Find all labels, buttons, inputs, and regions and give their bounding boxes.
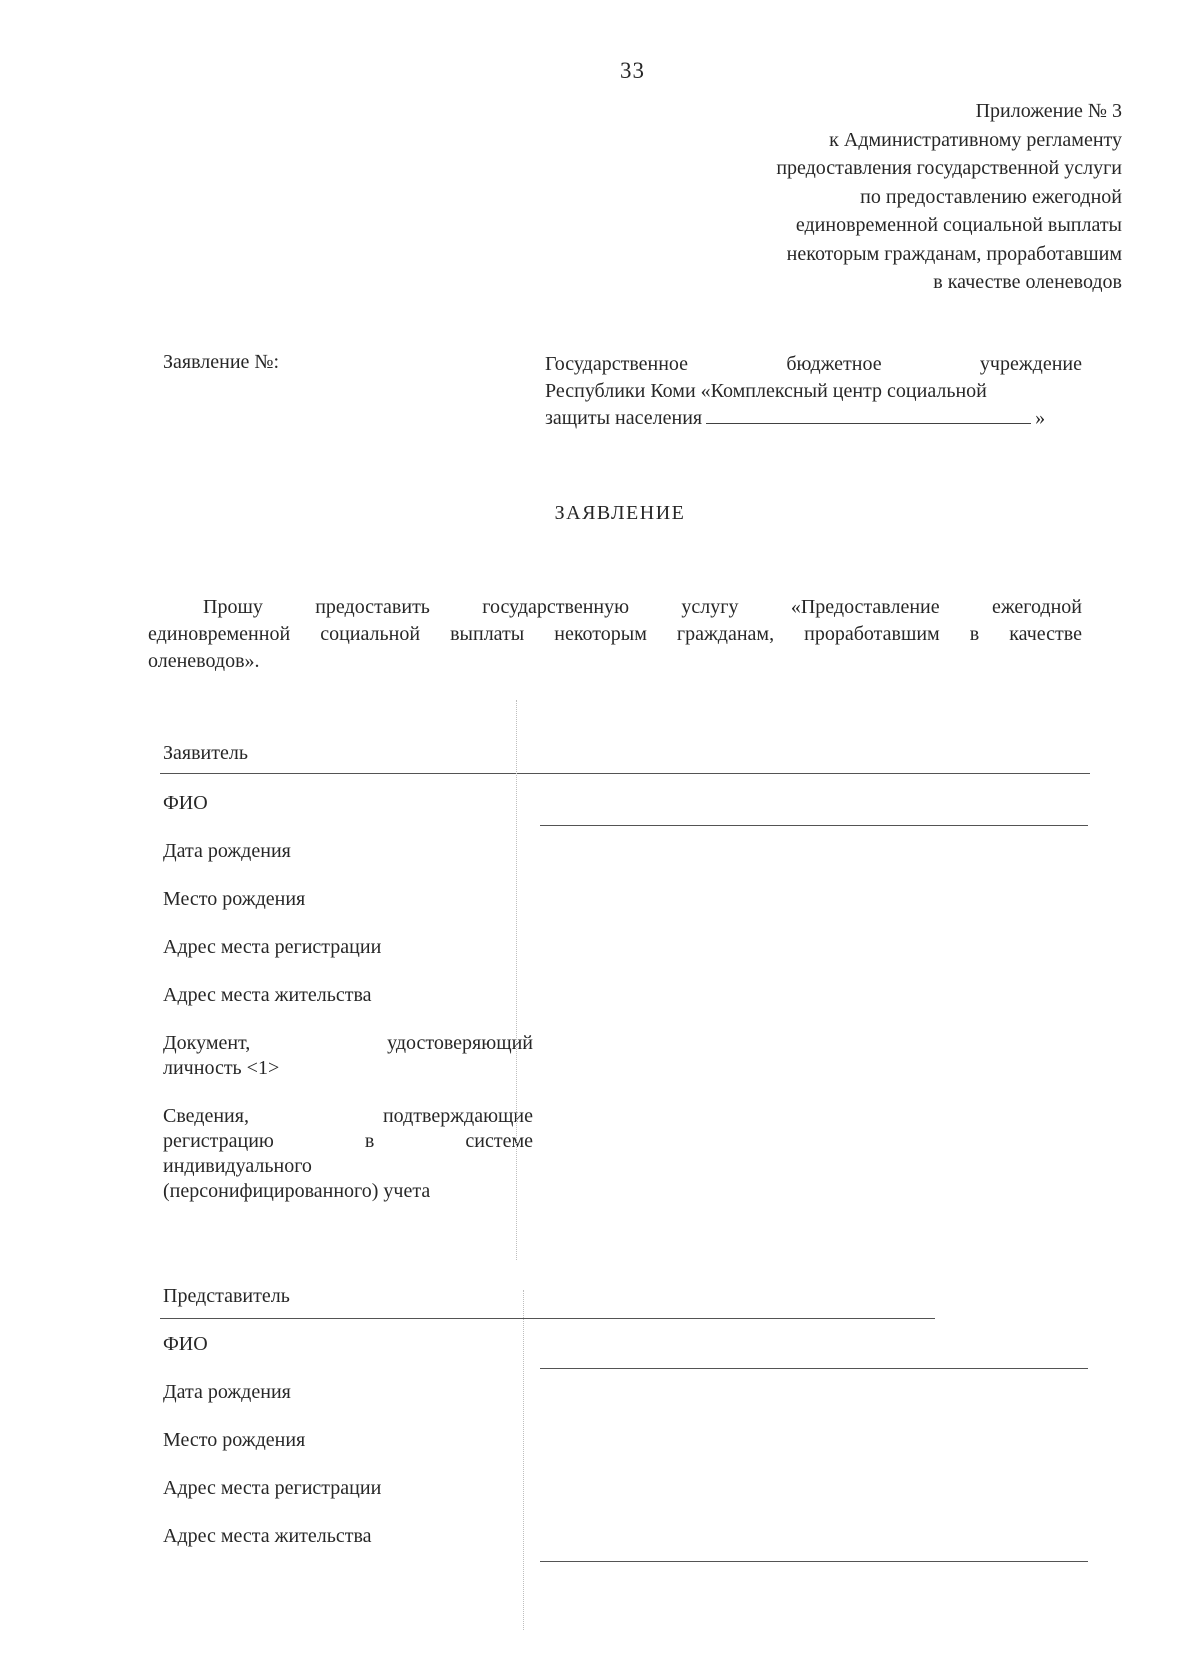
addressee-line-suffix: »: [1035, 407, 1046, 429]
representative-registration-address-label: Адрес места регистрации: [163, 1477, 382, 1499]
document-title: ЗАЯВЛЕНИЕ: [554, 502, 686, 524]
request-line: Прошу предоставить государственную услугу «Предоставление ежегодной: [203, 596, 1082, 618]
appendix-line: некоторым гражданам, проработавшим: [786, 242, 1122, 265]
request-line: оленеводов».: [148, 650, 260, 672]
appendix-header: [562, 97, 1122, 297]
addressee-block: [545, 351, 1082, 432]
label-line: индивидуального: [163, 1155, 312, 1177]
label-line: регистрацию в системе: [163, 1130, 533, 1152]
addressee-line: Государственное бюджетное учреждение: [545, 353, 1082, 375]
label-line: (персонифицированного) учета: [163, 1180, 431, 1202]
applicant-fio-field-line[interactable]: [540, 825, 1088, 826]
scan-artifact-line: [516, 700, 517, 1260]
appendix-line: предоставления государственной услуги: [776, 157, 1122, 179]
addressee-line: [545, 405, 1082, 432]
applicant-birth-date-label: Дата рождения: [163, 840, 291, 862]
appendix-line: Приложение № 3: [975, 100, 1122, 122]
page-number: 33: [620, 58, 645, 83]
representative-divider: [160, 1318, 935, 1319]
applicant-birth-place-label: Место рождения: [163, 888, 306, 910]
addressee-line: Республики Коми «Комплексный центр социальной: [545, 380, 987, 402]
representative-birth-date-label: Дата рождения: [163, 1381, 291, 1403]
label-line: Документ, удостоверяющий: [163, 1032, 533, 1054]
appendix-line: единовременной социальной выплаты: [795, 214, 1122, 236]
addressee-line-prefix: защиты населения: [545, 407, 703, 429]
applicant-heading: Заявитель: [163, 742, 248, 764]
appendix-line: к Административному регламенту: [829, 128, 1122, 151]
appendix-line: по предоставлению ежегодной: [860, 185, 1122, 208]
representative-residence-field-line[interactable]: [540, 1561, 1088, 1562]
representative-fio-field-line[interactable]: [540, 1368, 1088, 1369]
label-line: Сведения, подтверждающие: [163, 1105, 533, 1127]
applicant-fio-label: ФИО: [163, 792, 208, 814]
applicant-snils-label: [163, 1104, 533, 1204]
request-paragraph: [148, 594, 1082, 675]
label-line: личность <1>: [163, 1057, 280, 1079]
applicant-divider: [160, 773, 1090, 774]
representative-residence-address-label: Адрес места жительства: [163, 1525, 372, 1547]
applicant-registration-address-label: Адрес места регистрации: [163, 936, 382, 958]
district-blank-field[interactable]: [706, 407, 1031, 424]
application-number-label: Заявление №:: [163, 351, 280, 373]
representative-heading: Представитель: [163, 1285, 290, 1307]
request-line: единовременной социальной выплаты некоторым гражданам, проработавшим в качестве: [148, 623, 1082, 645]
scan-artifact-line: [523, 1290, 524, 1630]
representative-fio-label: ФИО: [163, 1333, 208, 1355]
applicant-residence-address-label: Адрес места жительства: [163, 984, 372, 1006]
appendix-line: в качестве оленеводов: [933, 271, 1122, 293]
representative-birth-place-label: Место рождения: [163, 1429, 306, 1451]
applicant-id-document-label: [163, 1031, 533, 1081]
